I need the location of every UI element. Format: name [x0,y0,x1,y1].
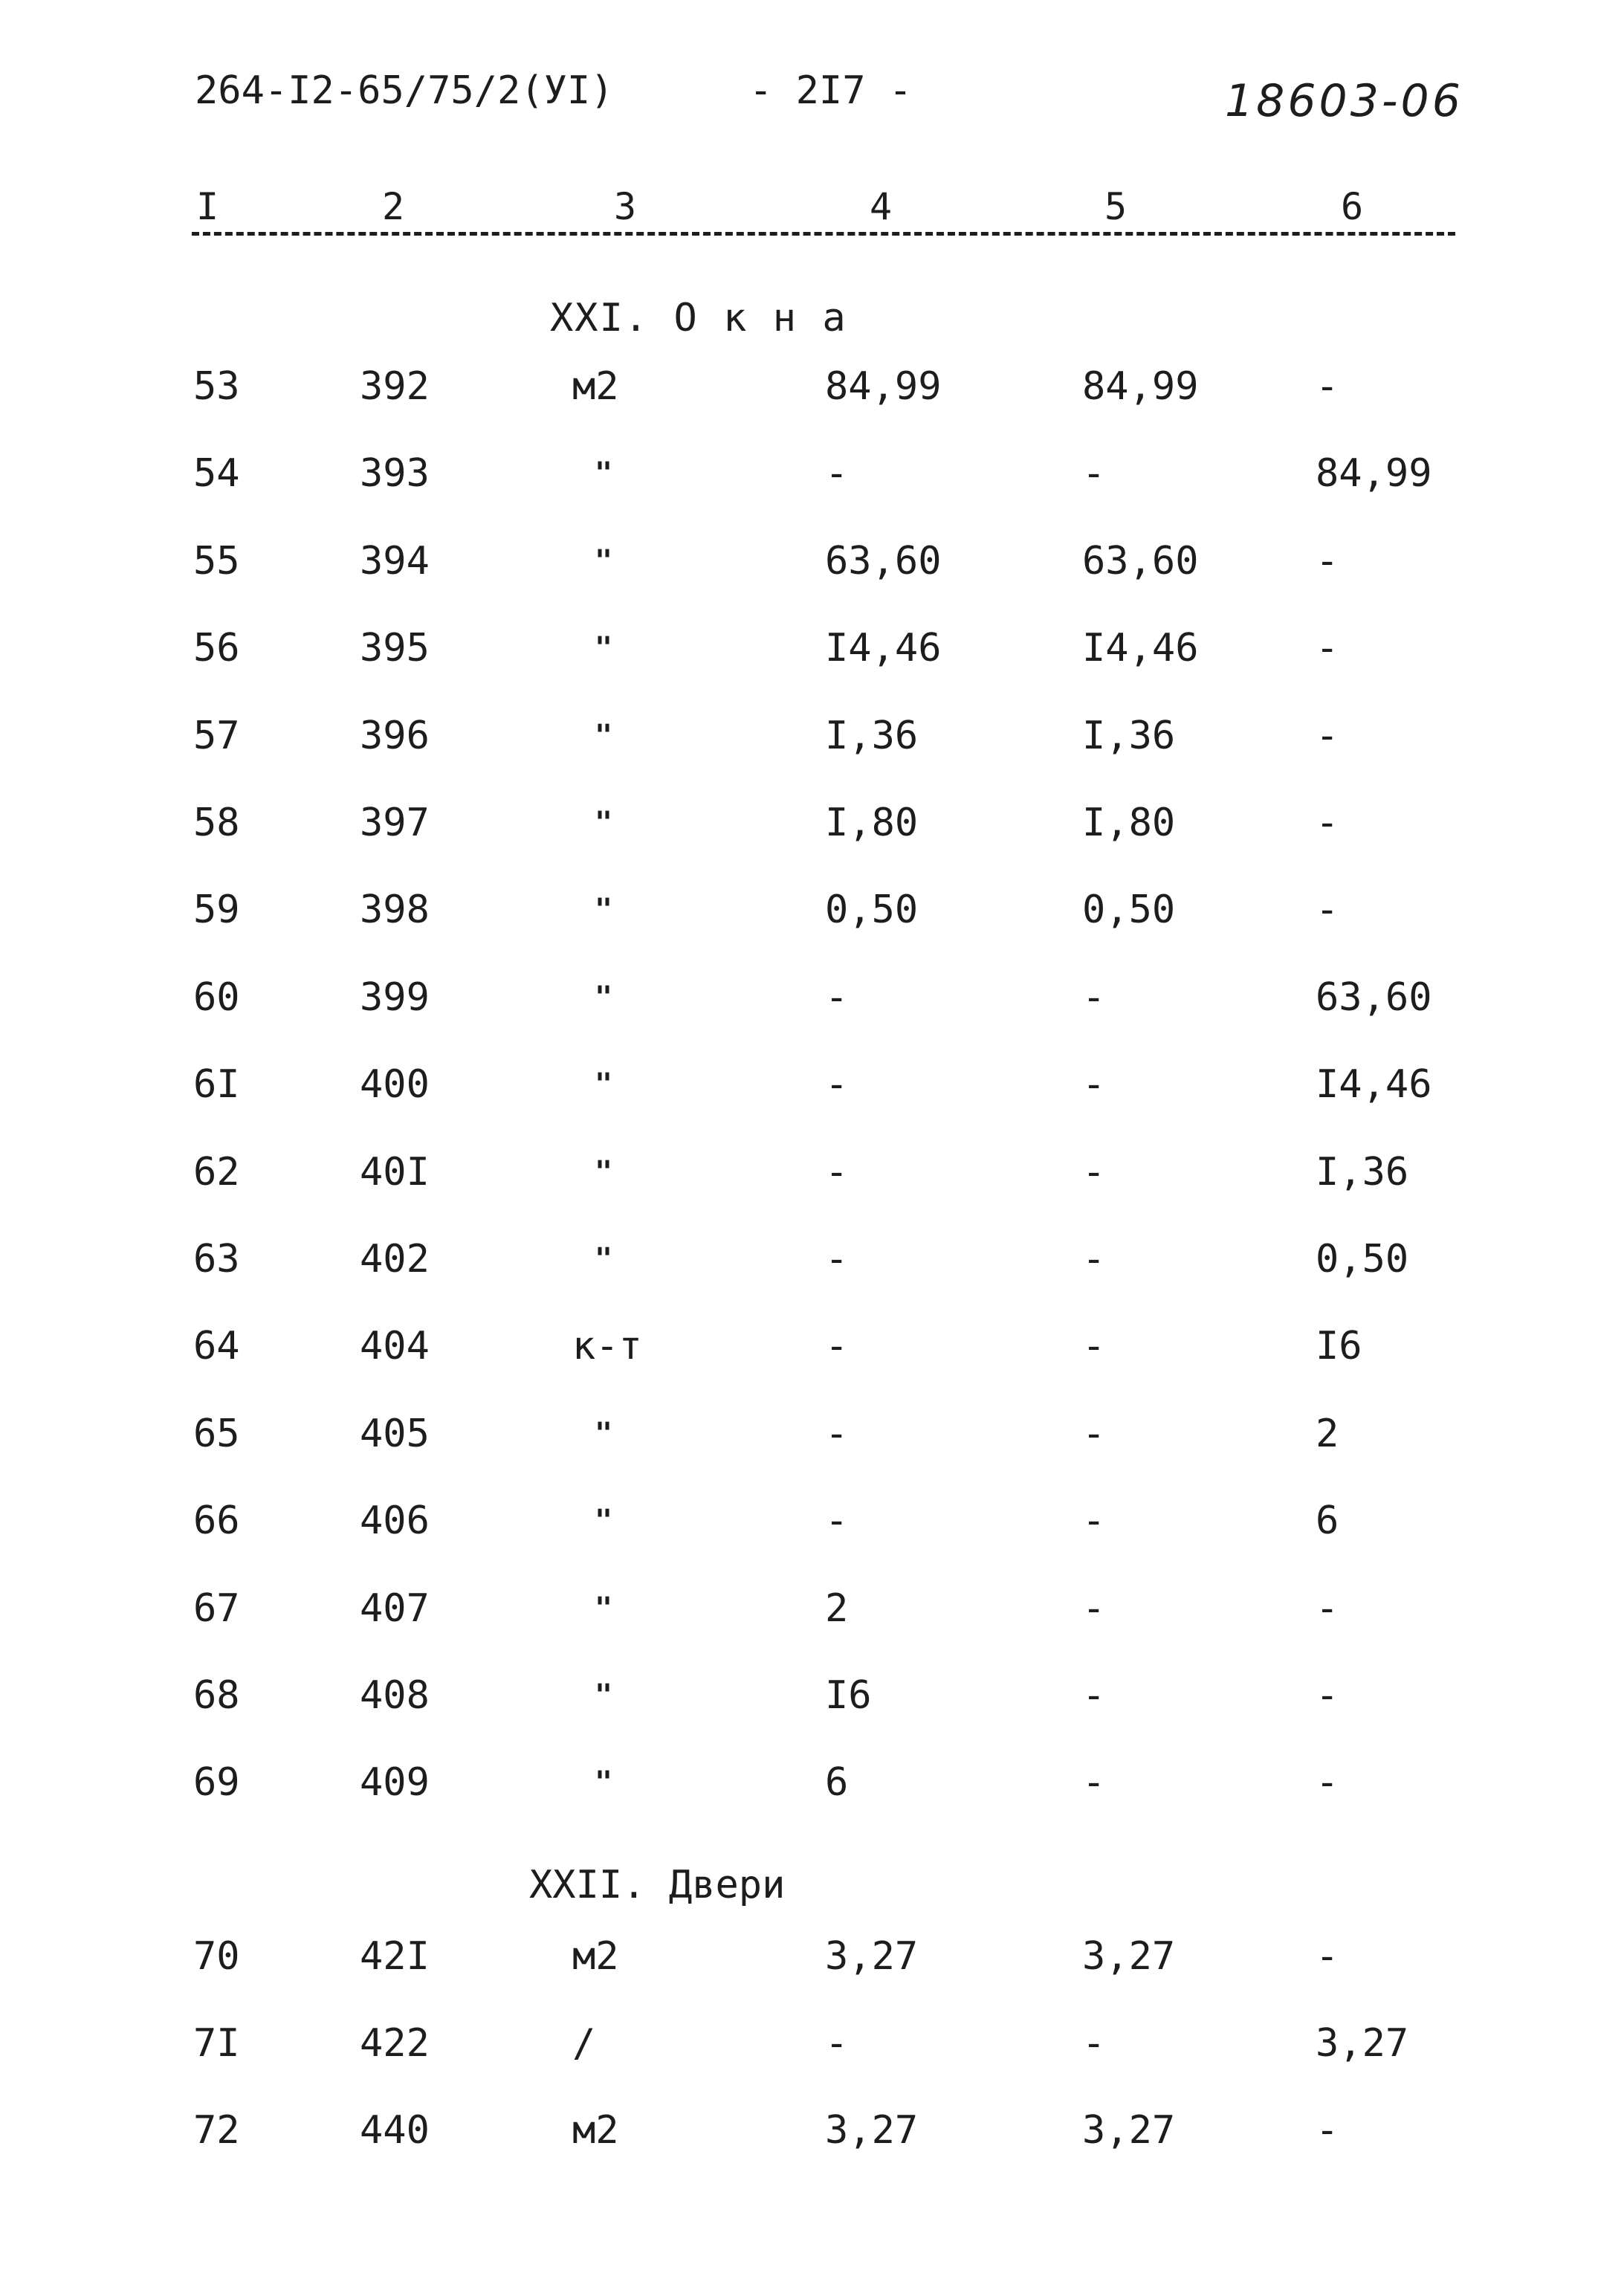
table-row [0,1585,1624,1637]
table-row [0,1933,1624,1985]
row-number: 56 [193,626,240,671]
row-number: 58 [193,801,240,845]
code-number: 404 [360,1324,430,1369]
quantity-col6: - [1316,1760,1339,1806]
unit: " [595,718,613,753]
table-row [0,799,1624,851]
row-number: 55 [193,538,240,584]
row-number: 64 [193,1324,240,1369]
quantity-col6: - [1316,2108,1339,2153]
quantity-col6: - [1316,626,1339,671]
unit: " [595,631,613,666]
quantity-col4: 3,27 [825,1934,919,1979]
quantity-col5: I4,46 [1082,626,1199,671]
quantity-col5: - [1082,1499,1106,1544]
quantity-col4: 63,60 [825,538,942,584]
quantity-col4: 6 [825,1760,849,1806]
code-number: 40I [360,1149,430,1195]
table-row [0,1672,1624,1724]
quantity-col5: I,80 [1082,801,1176,845]
table-row [0,2107,1624,2159]
quantity-col6: 3,27 [1316,2021,1409,2066]
row-number: 69 [193,1760,240,1806]
code-number: 408 [360,1673,430,1718]
unit: " [595,1678,613,1713]
quantity-col4: I6 [825,1673,872,1718]
quantity-col6: 6 [1316,1499,1339,1544]
row-number: 62 [193,1149,240,1195]
code-number: 402 [360,1237,430,1281]
code-number: 42I [360,1934,430,1979]
row-number: 59 [193,888,240,933]
quantity-col4: - [825,1149,849,1195]
unit: " [595,1154,613,1189]
quantity-col5: - [1082,1760,1106,1806]
code-number: 395 [360,626,430,671]
quantity-col4: - [825,451,849,497]
row-number: 6I [193,1062,240,1108]
quantity-col6: 0,50 [1316,1237,1409,1281]
quantity-col5: - [1082,2021,1106,2066]
quantity-col6: - [1316,1586,1339,1631]
quantity-col5: 3,27 [1082,1934,1176,1979]
quantity-col6: - [1316,538,1339,584]
unit: " [595,1504,613,1539]
code-number: 405 [360,1411,430,1456]
quantity-col6: - [1316,1934,1339,1979]
unit: " [595,1416,613,1451]
dashed-rule [192,232,1455,236]
row-number: 7I [193,2021,240,2066]
code-number: 393 [360,451,430,497]
quantity-col5: 63,60 [1082,538,1199,584]
column-number: 4 [865,186,896,227]
unit: м2 [572,1934,619,1979]
row-number: 65 [193,1411,240,1456]
column-number: I [192,186,223,227]
quantity-col4: - [825,2021,849,2066]
unit: м2 [572,364,619,409]
row-number: 72 [193,2108,240,2153]
row-number: 63 [193,1237,240,1281]
table-row [0,974,1624,1026]
quantity-col6: 2 [1316,1411,1339,1456]
table-row [0,712,1624,764]
quantity-col5: - [1082,1149,1106,1195]
quantity-col5: - [1082,1586,1106,1631]
quantity-col5: - [1082,1673,1106,1718]
quantity-col4: - [825,1062,849,1108]
unit: " [595,1067,613,1102]
quantity-col4: 2 [825,1586,849,1631]
quantity-col6: 84,99 [1316,451,1432,497]
table-row [0,1235,1624,1287]
quantity-col5: I,36 [1082,713,1176,758]
table-row [0,2020,1624,2072]
quantity-col5: - [1082,1237,1106,1281]
quantity-col4: - [825,974,849,1020]
column-number-header [192,186,1455,245]
quantity-col6: - [1316,888,1339,933]
section-title-windows: XXI. О к н а [550,296,847,340]
table-row [0,450,1624,502]
column-number: 5 [1100,186,1131,227]
table-row [0,1410,1624,1462]
quantity-col5: 3,27 [1082,2108,1176,2153]
row-number: 54 [193,451,240,497]
table-row [0,624,1624,676]
code-number: 398 [360,888,430,933]
code-number: 394 [360,538,430,584]
archive-number: 18603-06 [1225,75,1463,127]
quantity-col6: I4,46 [1316,1062,1432,1108]
quantity-col4: 3,27 [825,2108,919,2153]
quantity-col4: - [825,1499,849,1544]
row-number: 53 [193,364,240,409]
quantity-col6: - [1316,364,1339,409]
quantity-col4: - [825,1237,849,1281]
code-number: 400 [360,1062,430,1108]
row-number: 68 [193,1673,240,1718]
code-number: 399 [360,974,430,1020]
unit: " [595,543,613,578]
document-code: 264-I2-65/75/2(УI) [195,68,614,113]
quantity-col6: - [1316,801,1339,845]
row-number: 67 [193,1586,240,1631]
quantity-col5: 84,99 [1082,364,1199,409]
table-row [0,886,1624,938]
unit: " [595,456,613,491]
table-row [0,537,1624,589]
table-row [0,1061,1624,1113]
unit: / [572,2021,596,2066]
table-row [0,1497,1624,1549]
code-number: 397 [360,801,430,845]
quantity-col5: 0,50 [1082,888,1176,933]
quantity-col6: 63,60 [1316,974,1432,1020]
section-title-doors: XXII. Двери [529,1863,786,1907]
column-number: 3 [609,186,641,227]
row-number: 57 [193,713,240,758]
unit: м2 [572,2108,619,2153]
quantity-col5: - [1082,1324,1106,1369]
code-number: 396 [360,713,430,758]
code-number: 422 [360,2021,430,2066]
code-number: 409 [360,1760,430,1806]
code-number: 406 [360,1499,430,1544]
code-number: 440 [360,2108,430,2153]
row-number: 60 [193,974,240,1020]
quantity-col6: - [1316,713,1339,758]
code-number: 407 [360,1586,430,1631]
quantity-col4: - [825,1324,849,1369]
quantity-col4: I,80 [825,801,919,845]
quantity-col6: I,36 [1316,1149,1409,1195]
quantity-col5: - [1082,451,1106,497]
quantity-col4: 0,50 [825,888,919,933]
unit: " [595,806,613,840]
page-number: - 2I7 - [749,68,913,113]
quantity-col6: I6 [1316,1324,1362,1369]
row-number: 70 [193,1934,240,1979]
unit: " [595,980,613,1015]
table-row [0,363,1624,415]
quantity-col4: - [825,1411,849,1456]
quantity-col4: 84,99 [825,364,942,409]
quantity-col4: I4,46 [825,626,942,671]
column-number: 6 [1336,186,1368,227]
quantity-col4: I,36 [825,713,919,758]
table-row [0,1148,1624,1200]
unit: к-т [572,1324,642,1369]
unit: " [595,1591,613,1626]
quantity-col5: - [1082,1411,1106,1456]
quantity-col5: - [1082,974,1106,1020]
quantity-col6: - [1316,1673,1339,1718]
table-row [0,1759,1624,1811]
row-number: 66 [193,1499,240,1544]
column-number: 2 [378,186,409,227]
table-row [0,1322,1624,1374]
unit: " [595,1765,613,1800]
unit: " [595,893,613,928]
quantity-col5: - [1082,1062,1106,1108]
code-number: 392 [360,364,430,409]
unit: " [595,1242,613,1276]
